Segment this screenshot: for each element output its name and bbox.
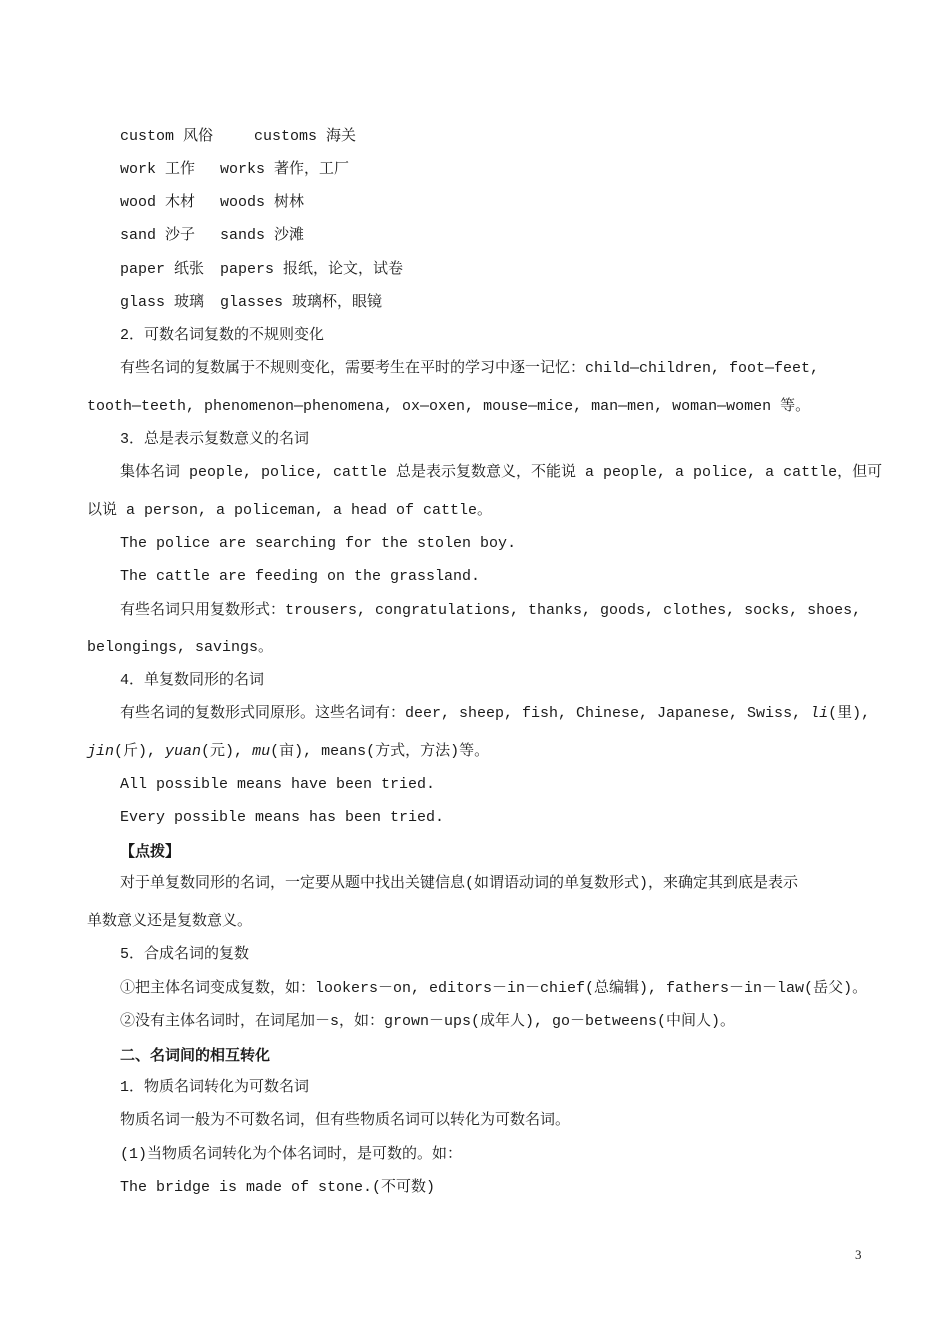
vocab-plural: woods 树林 bbox=[220, 194, 305, 211]
vocab-plural: papers 报纸，论文，试卷 bbox=[220, 261, 404, 278]
text: (斤), bbox=[114, 743, 166, 760]
rule-item: ②没有主体名词时，在词尾加－s，如：grown－ups(成年人), go－betweens(中间人)。 bbox=[120, 1013, 736, 1030]
vocab-singular: sand 沙子 bbox=[120, 227, 196, 244]
text: (里), bbox=[828, 705, 871, 722]
paragraph: 有些名词的复数属于不规则变化，需要考生在平时的学习中逐一记忆：child—children, foot—feet, bbox=[120, 360, 820, 377]
vocab-pair bbox=[120, 193, 305, 213]
pinyin-term: li bbox=[810, 705, 829, 722]
vocab-pair bbox=[120, 127, 357, 147]
text: 有些名词的复数形式同原形。这些名词有：deer, sheep, fish, Chinese, Japanese, Swiss, bbox=[120, 705, 811, 722]
paragraph: 对于单复数同形的名词，一定要从题中找出关键信息(如谓语动词的单复数形式)，来确定其到底是表示 bbox=[120, 875, 799, 892]
paragraph: tooth—teeth, phenomenon—phenomena, ox—oxen, mouse—mice, man—men, woman—women 等。 bbox=[87, 398, 811, 415]
section-heading: 2．可数名词复数的不规则变化 bbox=[120, 327, 325, 344]
rule-item: ①把主体名词变成复数，如：lookers－on, editors－in－chief(总编辑), fathers－in－law(岳父)。 bbox=[120, 980, 868, 997]
vocab-singular: wood 木材 bbox=[120, 194, 196, 211]
example-sentence: All possible means have been tried. bbox=[120, 776, 436, 793]
vocab-pair bbox=[120, 260, 404, 280]
paragraph bbox=[120, 704, 870, 724]
vocab-plural: customs 海关 bbox=[254, 128, 357, 145]
tip-label: 【点拨】 bbox=[120, 842, 181, 860]
pinyin-term: jin bbox=[87, 743, 115, 760]
vocab-pair bbox=[120, 293, 383, 313]
paragraph: 物质名词一般为不可数名词，但有些物质名词可以转化为可数名词。 bbox=[120, 1112, 571, 1129]
paragraph: 以说 a person, a policeman, a head of cattle。 bbox=[87, 502, 493, 519]
page-number: 3 bbox=[855, 1247, 862, 1262]
vocab-singular: glass 玻璃 bbox=[120, 294, 205, 311]
section-heading: 5．合成名词的复数 bbox=[120, 946, 250, 963]
section-heading: 1．物质名词转化为可数名词 bbox=[120, 1079, 310, 1096]
vocab-plural: works 著作，工厂 bbox=[220, 161, 350, 178]
paragraph: (1)当物质名词转化为个体名词时，是可数的。如： bbox=[120, 1146, 463, 1163]
vocab-pair bbox=[120, 160, 350, 180]
vocab-pair bbox=[120, 226, 305, 246]
part-heading: 二、名词间的相互转化 bbox=[120, 1046, 271, 1064]
example-sentence: The cattle are feeding on the grassland. bbox=[120, 568, 481, 585]
vocab-singular: custom 风俗 bbox=[120, 128, 214, 145]
example-sentence: Every possible means has been tried. bbox=[120, 809, 445, 826]
vocab-singular: work 工作 bbox=[120, 161, 196, 178]
vocab-singular: paper 纸张 bbox=[120, 261, 205, 278]
example-sentence: The bridge is made of stone.(不可数) bbox=[120, 1179, 436, 1196]
section-heading: 3．总是表示复数意义的名词 bbox=[120, 431, 310, 448]
pinyin-term: mu bbox=[252, 743, 271, 760]
paragraph: 有些名词只用复数形式：trousers, congratulations, thanks, goods, clothes, socks, shoes, bbox=[120, 602, 862, 619]
paragraph bbox=[87, 742, 489, 762]
example-sentence: The police are searching for the stolen boy. bbox=[120, 535, 517, 552]
section-heading: 4．单复数同形的名词 bbox=[120, 672, 265, 689]
paragraph: belongings, savings。 bbox=[87, 639, 274, 656]
pinyin-term: yuan bbox=[165, 743, 202, 760]
text: (元), bbox=[201, 743, 253, 760]
paragraph: 单数意义还是复数意义。 bbox=[87, 913, 253, 930]
vocab-plural: sands 沙滩 bbox=[220, 227, 305, 244]
vocab-plural: glasses 玻璃杯，眼镜 bbox=[220, 294, 383, 311]
paragraph: 集体名词 people, police, cattle 总是表示复数意义，不能说 a people, a police, a cattle，但可 bbox=[120, 464, 883, 481]
text: (亩), means(方式，方法)等。 bbox=[270, 743, 490, 760]
